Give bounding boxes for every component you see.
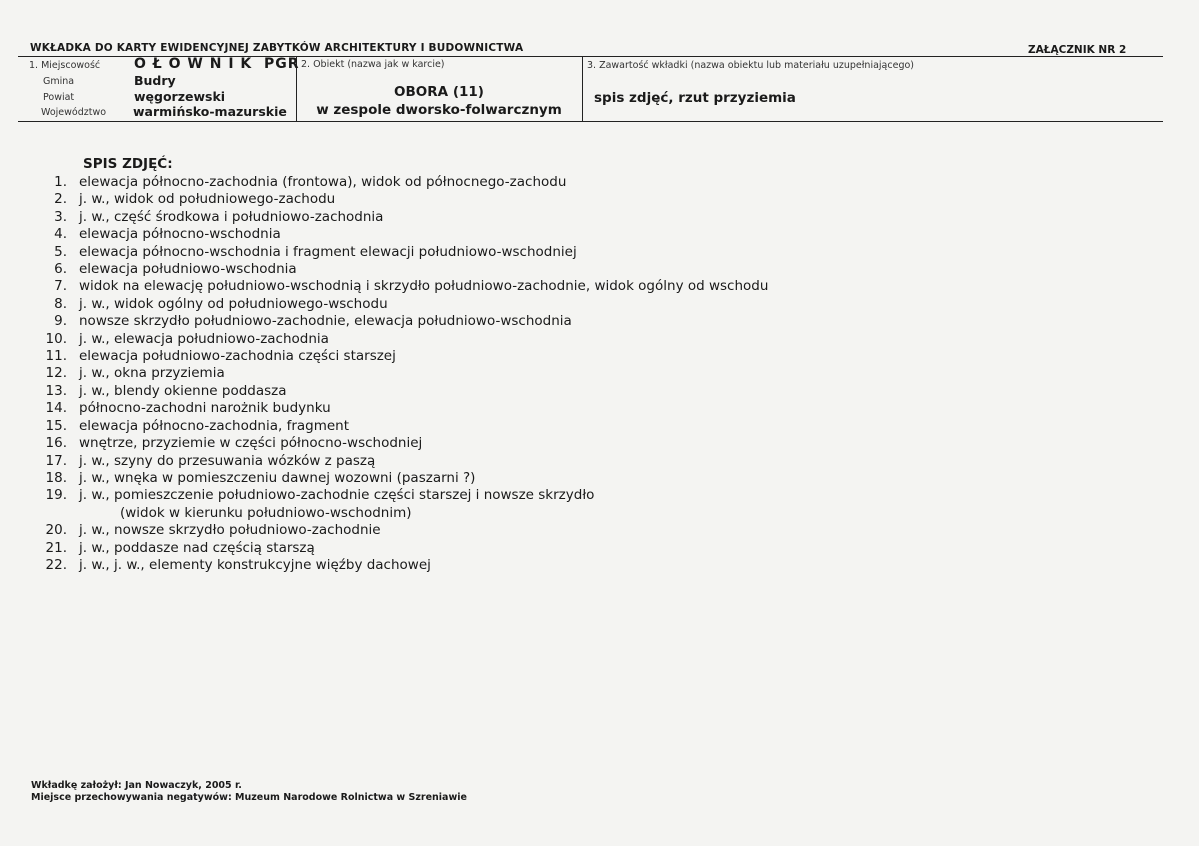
district-label: Powiat	[43, 92, 75, 103]
list-item	[40, 540, 768, 557]
list-item-text: wnętrze, przyziemie w części północno-wschodniej	[79, 435, 423, 452]
list-item	[40, 470, 768, 487]
list-item-number: 18.	[45, 469, 67, 486]
contents-value: spis zdjęć, rzut przyziemia	[594, 90, 796, 106]
list-item	[40, 296, 768, 313]
list-item	[40, 400, 768, 417]
list-item	[40, 261, 768, 278]
document-title: WKŁADKA DO KARTY EWIDENCYJNEJ ZABYTKÓW ARCHITEKTURY I BUDOWNICTWA	[30, 42, 524, 54]
list-item	[40, 435, 768, 452]
list-item-text: widok na elewację południowo-wschodnią i skrzydło południowo-zachodnie, widok ogólny od wschodu	[79, 278, 769, 295]
footer	[31, 780, 467, 804]
list-item-number: 19.	[45, 487, 67, 504]
list-item-text: j. w., widok ogólny od południowego-wschodu	[79, 295, 388, 312]
list-item	[40, 331, 768, 348]
list-item-text: j. w., pomieszczenie południowo-zachodnie części starszej i nowsze skrzydło	[79, 487, 595, 504]
object-name: OBORA (11)	[394, 84, 484, 100]
list-item-number: 14.	[45, 400, 67, 417]
list-item-text: j. w., część środkowa i południowo-zachodnia	[79, 208, 384, 225]
list-item-number: 21.	[45, 539, 67, 556]
list-item-number: 12.	[45, 365, 67, 382]
list-item-text: nowsze skrzydło południowo-zachodnie, elewacja południowo-wschodnia	[79, 313, 572, 330]
list-item	[40, 383, 768, 400]
contents-label: 3. Zawartość wkładki (nazwa obiektu lub materiału uzupełniającego)	[587, 60, 914, 71]
list-item-text: elewacja południowo-wschodnia	[79, 261, 297, 278]
list-item	[40, 505, 768, 522]
photo-list	[40, 174, 768, 574]
list-item	[40, 174, 768, 191]
annex-label: ZAŁĄCZNIK NR 2	[1028, 44, 1127, 56]
list-item	[40, 557, 768, 574]
list-item-number: 4.	[54, 226, 67, 243]
list-item	[40, 365, 768, 382]
list-item-text: j. w., szyny do przesuwania wózków z paszą	[79, 452, 376, 469]
photo-list-title: SPIS ZDJĘĆ:	[83, 156, 173, 172]
list-item-text: elewacja północno-wschodnia i fragment elewacji południowo-wschodniej	[79, 243, 577, 260]
list-item-text: elewacja północno-zachodnia, fragment	[79, 417, 350, 434]
list-item-number: 1.	[54, 174, 67, 190]
list-item-number: 16.	[45, 435, 67, 452]
list-item-text: j. w., wnęka w pomieszczeniu dawnej wozowni (paszarni ?)	[79, 469, 476, 486]
list-item	[40, 191, 768, 208]
list-item-text: j. w., poddasze nad częścią starszą	[79, 539, 315, 556]
list-item-number: 10.	[45, 330, 67, 347]
list-item	[40, 313, 768, 330]
list-item-text: j. w., widok od południowego-zachodu	[79, 191, 336, 208]
list-item-text: elewacja północno-wschodnia	[79, 226, 281, 243]
list-item-number: 15.	[45, 417, 67, 434]
list-item	[40, 278, 768, 295]
commune-value: Budry	[134, 73, 176, 88]
list-item	[40, 209, 768, 226]
list-item-number: 22.	[45, 556, 67, 573]
header-rule-bottom	[18, 121, 1163, 122]
list-item-number: 20.	[45, 522, 67, 539]
list-item-number: 17.	[45, 452, 67, 469]
list-item	[40, 453, 768, 470]
list-item-number: 13.	[45, 382, 67, 399]
district-value: węgorzewski	[134, 89, 226, 104]
list-item	[40, 348, 768, 365]
list-item-text: j. w., okna przyziemia	[79, 365, 225, 382]
list-item-number	[40, 505, 79, 522]
list-item-text: j. w., nowsze skrzydło południowo-zachodnie	[79, 522, 381, 539]
list-item-text: j. w., j. w., elementy konstrukcyjne więźby dachowej	[79, 556, 431, 573]
list-item-number: 6.	[54, 261, 67, 278]
footer-author: Wkładkę założył: Jan Nowaczyk, 2005 r.	[31, 780, 242, 791]
column-divider-2	[582, 56, 583, 121]
voivodeship-value: warmińsko-mazurskie	[133, 104, 287, 119]
list-item-text: j. w., elewacja południowo-zachodnia	[79, 330, 329, 347]
list-item-text: północno-zachodni narożnik budynku	[79, 400, 331, 417]
voivodeship-label: Województwo	[41, 107, 107, 118]
list-item-text: j. w., blendy okienne poddasza	[79, 382, 287, 399]
list-item-text: (widok w kierunku południowo-wschodnim)	[120, 504, 412, 521]
list-item	[40, 226, 768, 243]
list-item	[40, 418, 768, 435]
list-item	[40, 522, 768, 539]
list-item-number: 8.	[54, 295, 67, 312]
list-item-number: 2.	[54, 191, 67, 208]
list-item-number: 9.	[54, 313, 67, 330]
list-item-number: 5.	[54, 243, 67, 260]
list-item	[40, 244, 768, 261]
list-item-number: 7.	[54, 278, 67, 295]
footer-archive: Miejsce przechowywania negatywów: Muzeum Narodowe Rolnictwa w Szreniawie	[31, 792, 467, 803]
object-label: 2. Obiekt (nazwa jak w karcie)	[301, 59, 445, 70]
list-item-number: 3.	[54, 208, 67, 225]
place-value: O Ł O W N I K PGR	[134, 56, 300, 72]
place-label: 1. Miejscowość	[29, 60, 101, 71]
object-context: w zespole dworsko-folwarcznym	[316, 102, 562, 118]
list-item-text: elewacja północno-zachodnia (frontowa), widok od północnego-zachodu	[79, 174, 567, 190]
list-item-number: 11.	[45, 348, 67, 365]
list-item-text: elewacja południowo-zachodnia części starszej	[79, 348, 396, 365]
list-item	[40, 487, 768, 504]
commune-label: Gmina	[43, 76, 75, 87]
